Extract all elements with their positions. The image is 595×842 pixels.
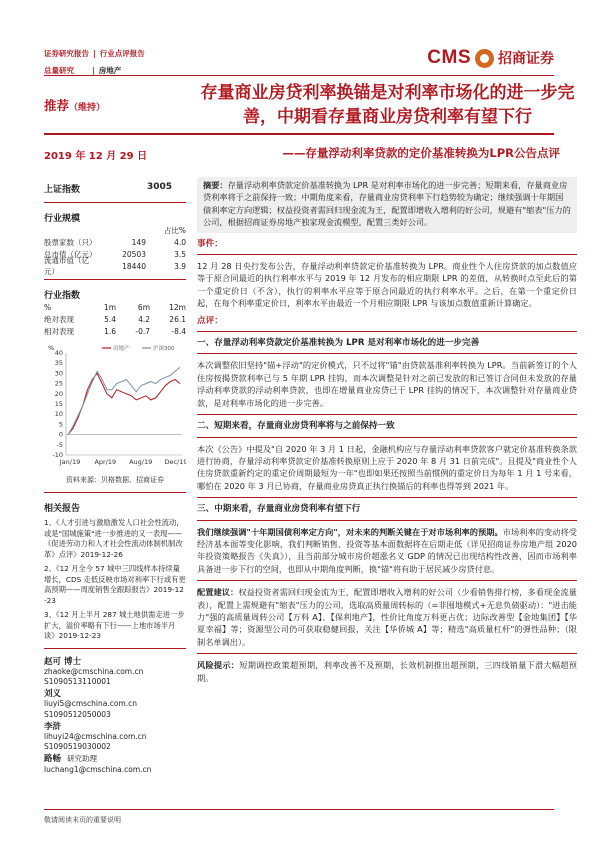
index-value: 3005	[146, 182, 172, 192]
main-content	[197, 177, 577, 684]
index-row	[44, 182, 186, 195]
performance-row	[44, 325, 186, 337]
comment-heading: 点评：	[197, 315, 223, 326]
title-rule	[44, 133, 554, 135]
y-tick-label: -10	[52, 451, 63, 459]
abstract-text: 存量浮动利率贷款定价基准转换为 LPR 是对利率市场化的进一步完善；短期来看，存量商业房贷利率将于之前保持一致；中期角度来看，存量商业房贷利率下行趋势较为确定；继续强调十年期国债利率定方向逻辑；权益投资者需回归现金流为王，配置即增收入增利的好公司，规避有"缩表"压力的公司，根据招商证券房地产独家现金流模型，配置三类好公司。	[203, 180, 571, 228]
logo-text-cms: CMS	[427, 47, 471, 68]
legend-label: 房地产	[113, 346, 130, 352]
report-title: 存量商业房贷利率换锚是对利率市场化的进一步完善，中期看存量商业房贷利率有望下行	[200, 83, 575, 127]
y-tick-label: 25	[54, 379, 63, 388]
abstract-box	[197, 177, 577, 233]
scale-cell-pct: 3.5	[174, 249, 186, 259]
scale-row	[44, 256, 186, 276]
footer-rule	[44, 809, 554, 810]
report-date: 2019 年 12 月 29 日	[44, 151, 148, 162]
x-tick-label: Aug/19	[129, 458, 153, 466]
config-text: 权益投资者需回归现金流为王，配置即增收入增利的好公司（少看销售排行榜，多看现金流量表），配置上需规避有"缩表"压力的公司，选取高质量周转标的（=非囤地模式+无息负债驱动）："进击能力"强的高质量周转公司【万科 A】、【保利地产】，性价比角度万科更占优；边际改善型【金地集团】【华夏幸福】等；资源型公司仍可获取稳健回报，关注【华侨城 A】等；精选"高质量杠杆"的弹性品种；（限制名单调出）。	[197, 587, 577, 647]
footer-note: 敬请阅读末页的重要说明	[44, 816, 121, 824]
author-email[interactable]: luchang1@cmschina.com.cn	[44, 764, 152, 774]
logo-mark-icon	[475, 49, 494, 68]
rating-label: 推荐	[44, 98, 70, 113]
author-entry	[44, 754, 186, 774]
author-name: 赵可 博士	[44, 656, 81, 667]
risk-lead: 风险提示：	[197, 660, 240, 671]
cms-logo	[427, 47, 554, 69]
author-entry	[44, 657, 186, 688]
risk-text: 短期调控政策超预期，利率改善不及预期，长效机制推出超预期，三四线销量下滑大幅超预期。	[197, 660, 577, 683]
point-3-body: 市场利率的变动将受经济基本面等变化影响，我们判断销售、投资等基本面数据将在后期走低（详见招商证券房地产组 2020 年投资策略报告《失真》），且当前部分城市房价超涨名义 GDP 的情况已出现结构性改善，因而市场利率具备进一步下行的空间，也即从中期角度判断，换"锚"将有助于居民减少房贷付息。	[197, 526, 577, 574]
rating	[44, 96, 105, 114]
scale-cell-name: 总市值（亿元）	[44, 249, 97, 259]
point-3-title: 三、中期来看，存量商业房贷利率有望下行	[197, 504, 361, 515]
scale-pct-header: 占比%	[163, 225, 186, 235]
y-tick-label: 10	[54, 410, 63, 419]
y-tick-label: -5	[56, 440, 63, 449]
performance-chart-svg	[44, 343, 186, 469]
author-entry	[44, 689, 186, 720]
related-reports-list	[44, 518, 186, 642]
research-category: 总量研究	[44, 66, 74, 75]
report-subtitle: ——存量浮动利率贷款的定价基准转换为LPR公告点评	[282, 146, 560, 160]
risk-warning	[197, 659, 577, 684]
performance-cell: 4.2	[138, 314, 150, 324]
left-sidebar	[44, 182, 186, 775]
y-tick-label: 5	[58, 420, 63, 429]
y-tick-label: 35	[54, 359, 63, 368]
series-line-csi300	[68, 367, 180, 434]
y-tick-label: 0	[58, 430, 63, 439]
scale-cell-value: 20503	[122, 249, 146, 259]
point-3-lead: 我们继续强调"十年期国债利率定方向"，对未来的判断关键在于对市场利率的预期。	[197, 526, 503, 537]
header-line-1: 证券研究报告 | 行业点评报告	[44, 49, 145, 58]
performance-header-row: % 1m 6m 12m	[44, 302, 186, 312]
logo-text-cn: 招商证券	[498, 51, 554, 67]
author-id: S1090519030002	[44, 742, 111, 752]
related-report-item: 2、《12 月全今 57 城中三四线样本持续量增长，CDS 走低反映市场对利率下行或有更高预期——周度销售全跟踪报告》2019-12-23	[44, 564, 186, 605]
author-name: 路畅	[44, 754, 62, 765]
rating-hold: （维持）	[69, 103, 106, 113]
performance-cell: -8.4	[171, 326, 186, 336]
report-subtype: 行业点评报告	[99, 49, 145, 58]
series-line-real-estate	[68, 373, 180, 434]
header-line-2: 总量研究 | 房地产	[44, 66, 122, 75]
performance-chart	[44, 343, 186, 471]
scale-cell-value: 18440	[122, 261, 146, 271]
author-id: S1090513110001	[44, 676, 111, 686]
x-tick-label: Apr/19	[94, 458, 117, 466]
chart-source: 资料来源：贝格数据、招商证券	[66, 476, 164, 484]
y-tick-label: 15	[54, 400, 63, 408]
x-tick-label: Jan/19	[59, 458, 81, 466]
event-heading: 事件：	[197, 238, 223, 249]
y-tick-label: 20	[54, 389, 63, 398]
index-label: 上证指数	[44, 185, 81, 195]
performance-row-label: 相对表现	[44, 326, 74, 336]
author-email[interactable]: zhaoke@cmschina.com.cn	[44, 666, 144, 676]
performance-cell: 26.1	[169, 314, 186, 324]
point-2-title: 二、短期来看，存量商业房贷利率将与之前保持一致	[197, 421, 395, 432]
author-email[interactable]: liuyi5@cmschina.com.cn	[44, 699, 138, 709]
author-name: 刘义	[44, 689, 62, 700]
performance-row-label: 绝对表现	[44, 314, 74, 324]
x-tick-label: Dec/19	[164, 458, 186, 466]
industry-name: 房地产	[98, 66, 122, 75]
scale-table	[44, 236, 186, 276]
abstract-lead: 摘要：	[203, 180, 228, 190]
related-reports-title: 相关报告	[44, 504, 81, 514]
point-1-text: 本次调整依旧坚持"锚+浮动"的定价模式，只不过将"锚"由贷款基准利率转换为 LPR。当前新签订的个人住房按揭贷款利率已与 5 年期 LPR 挂钩，而本次调整是针对之前已发放的和已签订合同但未发放的存量浮动利率贷款的浮动利率贷款，也即在增量商业房贷已于 LPR 挂钩的情况下，本次调整针对存量商业贷款，是对利率市场化的进一步完善。	[197, 360, 577, 408]
event-text: 12 月 28 日央行发布公告，存量浮动利率贷款定价基准转换为 LPR。商业性个人住房贷款的加点数值应等于原合同最近的执行利率水平与 2019 年 12 月发布的相应期限 LPR 的差值，从转换时点至此后的第一个重定价日（不含），执行的利率水平应等于原合同最近的执行利率水平。之后，在第一个重定价日起，在每个利率重定价日，利率水平由最近一个月相应期限 LPR 与该加点数值重新计算确定。	[197, 261, 577, 309]
related-report-item: 1、《人才引进与激励激发人口社会性流动，或是"国城施策"进一步推进的又一表现——《促进劳动力和人才社会性流动体制机制改革》点评》2019-12-26	[44, 518, 184, 559]
scale-cell-name: 股票家数（只）	[44, 237, 97, 247]
related-report-item: 3、《12 月上半月 287 城土地供需走进一步扩大，溢价率略有下行——上地市场半月谈》2019-12-23	[44, 610, 185, 640]
scale-cell-pct: 3.9	[174, 261, 186, 271]
author-name: 李浒	[44, 721, 62, 732]
author-role: 研究助理	[67, 754, 98, 764]
scale-title: 行业规模	[44, 214, 81, 224]
author-entry	[44, 722, 186, 753]
author-email[interactable]: lihuyi24@cmschina.com.cn	[44, 731, 147, 741]
performance-table	[44, 313, 186, 337]
point-3-text	[197, 526, 577, 576]
scale-cell-name: 流通市值（亿元）	[44, 256, 89, 276]
y-tick-label: 30	[54, 369, 63, 378]
performance-title: 行业指数	[44, 291, 81, 301]
point-2-text: 本次《公告》中提及"自 2020 年 3 月 1 日起，金融机构应与存量浮动利率贷款客户就定价基准转换条款进行协商，存量浮动利率贷款定价基准转换原则上应于 2020 年 8 月 31 日前完成"。且提及"商业性个人住房贷款重新约定的重定价周期最短为一年"也即如果还按照当前惯例的重定价日为每年 1 月 1 号来看，哪怕在 2020 年 3 月已协商，存量商业房贷真正执行换锚后的利率也得等到 2021 年。	[197, 443, 577, 491]
point-1-title: 一、存量浮动利率贷款定价基准转换为 LPR 是对利率市场化的进一步完善	[197, 338, 480, 349]
performance-cell: -0.7	[135, 326, 150, 336]
scale-cell-value: 149	[131, 237, 146, 247]
scale-cell-pct: 4.0	[174, 237, 186, 247]
scale-row	[44, 236, 186, 248]
y-tick-label: 40	[54, 349, 63, 357]
config-advice	[197, 586, 577, 648]
report-type: 证券研究报告	[44, 49, 89, 58]
page-header	[44, 44, 554, 84]
author-list	[44, 657, 186, 775]
y-axis-unit: %	[48, 344, 55, 352]
config-lead: 配置建议：	[197, 587, 239, 598]
author-id: S1090512050003	[44, 709, 111, 719]
legend-label: 沪深300	[153, 346, 175, 352]
performance-row	[44, 313, 186, 325]
performance-cell: 1.6	[104, 326, 116, 336]
performance-cell: 5.4	[104, 314, 116, 324]
header-rule	[44, 75, 554, 76]
